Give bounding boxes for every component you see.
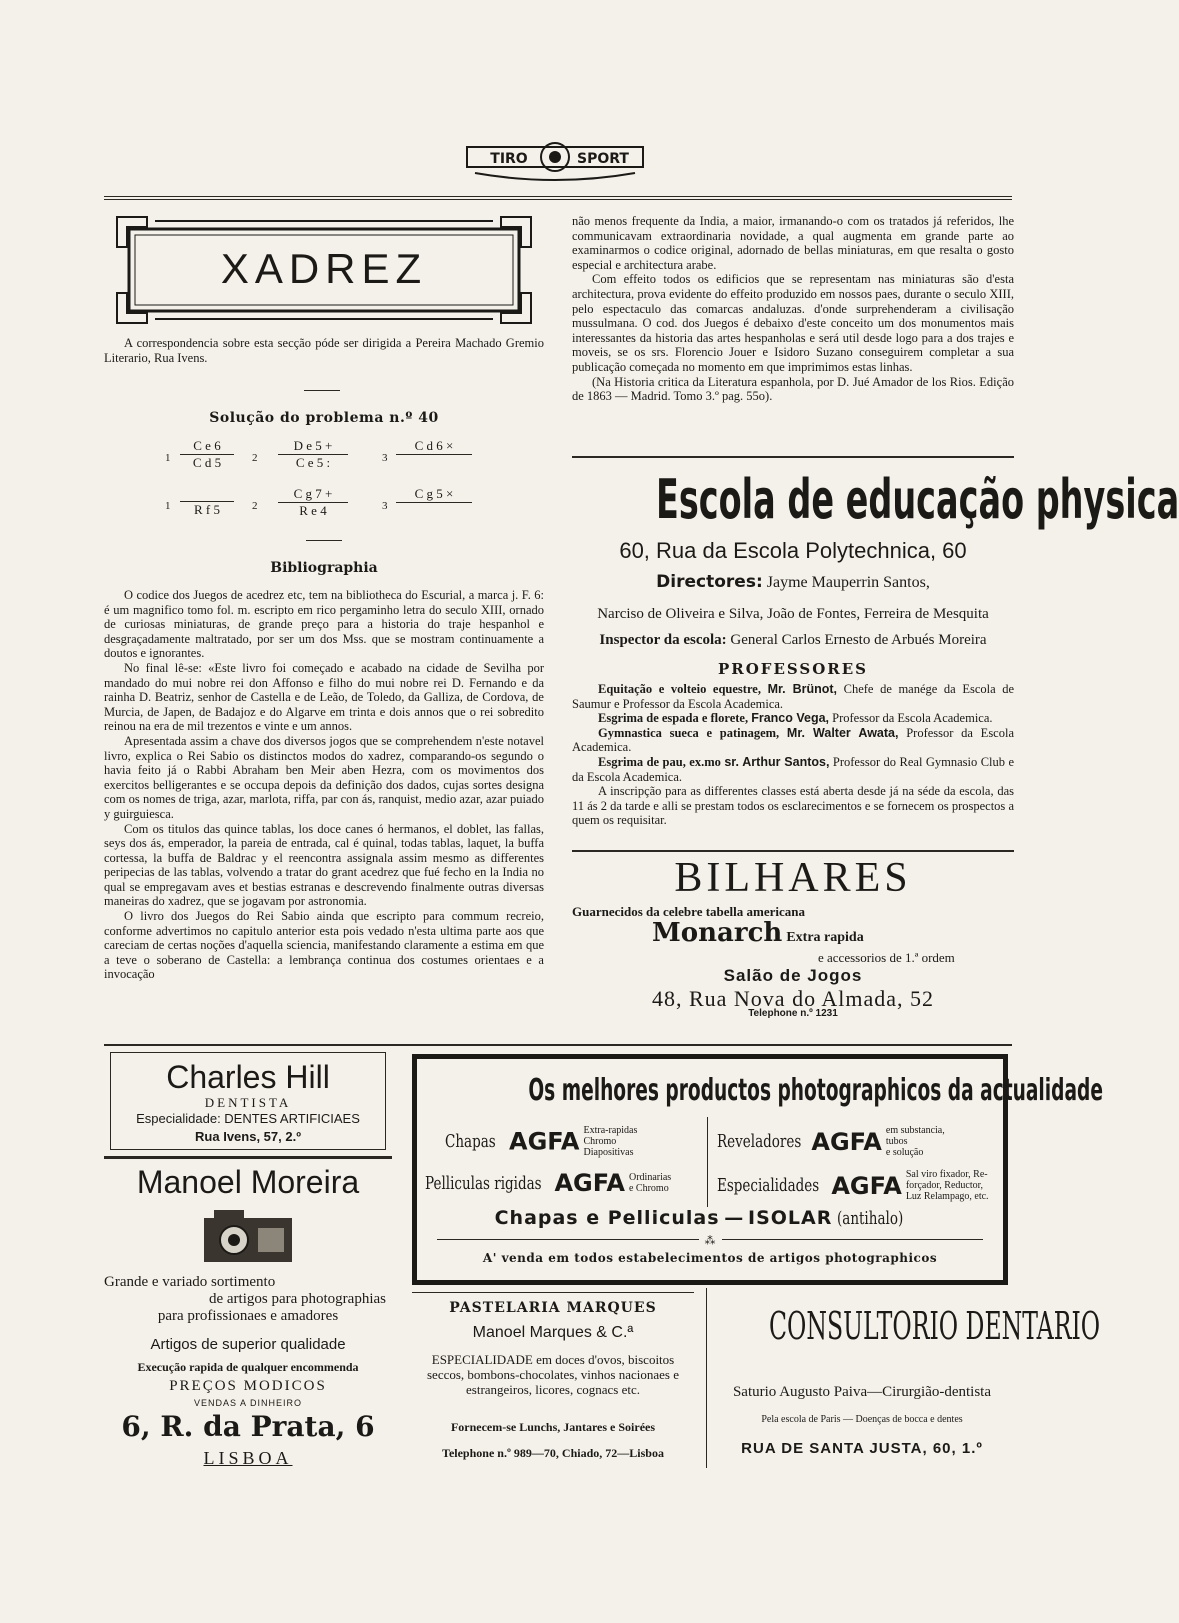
- move-top: C e 6: [180, 438, 234, 455]
- professor-desc: Professor do Real Gymnasio Club e da Escola Academica.: [572, 754, 1015, 784]
- agfa-ad: [412, 1054, 1103, 1285]
- paragraph: não menos frequente da India, a maior, irmanando-o com os tratados já referidos, lhe communicavam extraordinaria novidade, a qual augmenta em grande parte ao examinarmos o codice original, adornado de bellas miniaturas, em que resalta o gosto especial e architectura arabe.: [572, 214, 1014, 272]
- paragraph: O codice dos Juegos de acedrez etc, tem na bibliotheca do Escurial, a marca j. F. 6: é um magnifico tomo fol. m. escripto em rico pergaminho letra do seculo XIII, ornado de curiosas miniaturas, de grande preço para a historia do traje hespanhol e desgraçadamente maltratado, por ser um dos Mss. que se mostram continuamente a doutos e ignorantes.: [104, 588, 544, 661]
- manoel-line3: para profissionaes e amadores: [157, 1308, 339, 1324]
- agfa-item: [717, 1169, 989, 1202]
- bilhares-line1: Guarnecidos da celebre tabella americana: [572, 904, 806, 919]
- move: [180, 438, 234, 471]
- agfa-title: Os melhores productos photographicos da actualidade: [528, 1073, 1103, 1108]
- divider: [412, 1292, 694, 1293]
- bilhares-address: 48, Rua Nova do Almada, 52: [651, 986, 935, 1011]
- solution-title: Solução do problema n.º 40: [209, 410, 439, 426]
- move-bottom: C e 5 :: [295, 455, 331, 470]
- masthead-right-text: SPORT: [577, 151, 629, 167]
- move: [278, 486, 348, 519]
- agfa-item-label: Reveladores: [717, 1131, 802, 1152]
- xadrez-title: XADREZ: [220, 245, 428, 292]
- escola-note: A inscripção para as differentes classes está aberta desde já na séde da escola, das 11 ás 2 da tarde e alli se prestam todos os esclarecimentos e se fornecem os prospectos a quem os requisitar.: [572, 784, 1014, 828]
- detail-line: Sal viro fixador, Re-: [905, 1169, 988, 1180]
- bilhares-salao: Salão de Jogos: [723, 966, 863, 985]
- bilhares-brand-line: [652, 918, 1014, 948]
- divider: [572, 456, 1014, 458]
- divider: [104, 1156, 392, 1159]
- chess-continuation: [572, 214, 1014, 404]
- column-divider: [707, 1117, 708, 1207]
- paragraph: O livro dos Juegos do Rei Sabio ainda que escripto para commum recreio, conforme advertimos no capitulo anterior esta pois vedado n'esta ultima parte aos que careciam de certas noções d'aquella sciencia, manifestando claramente a estima em que a teve o soberano de Castella: a lembrança continua dos costumes orientaes e a invocação: [104, 909, 544, 982]
- detail-line: e Chromo: [628, 1183, 669, 1194]
- detail-line: Luz Relampago, etc.: [905, 1191, 989, 1202]
- professores-list: [572, 682, 1014, 828]
- pastelaria-owner: Manoel Marques & C.ª: [472, 1324, 634, 1341]
- charles-hill-ad: [110, 1052, 386, 1150]
- directores-label: Directores:: [656, 572, 763, 592]
- escola-inspector: [572, 632, 1014, 649]
- agfa-item: [445, 1125, 637, 1158]
- manoel-city: LISBOA: [203, 1448, 293, 1468]
- move-number: 1: [165, 452, 171, 464]
- agfa-item-label: Chapas: [445, 1131, 496, 1152]
- consultorio-title-box: [712, 1290, 1101, 1362]
- pastelaria-address: Telephone n.º 989—70, Chiado, 72—Lisboa: [442, 1446, 664, 1460]
- chess-solution: [150, 438, 530, 518]
- detail-line: Chromo: [583, 1136, 617, 1147]
- detail-line: Diapositivas: [583, 1147, 634, 1158]
- professor-subject: Gymnastica sueca e patinagem,: [598, 725, 780, 740]
- move: [278, 438, 348, 471]
- ornament-icon: ⁂: [417, 1234, 1003, 1247]
- agfa-brand: AGFA: [509, 1127, 580, 1156]
- agfa-isolar-line: Chapas e Pelliculas — ISOLAR (antihalo): [494, 1207, 904, 1229]
- agfa-item-detail: [906, 1169, 989, 1202]
- manoel-vendas: VENDAS A DINHEIRO: [193, 1398, 303, 1408]
- move-bottom: R f 5: [194, 502, 220, 517]
- professores-title: PROFESSORES: [717, 660, 869, 678]
- professor-name: Mr. Walter Awata,: [786, 725, 899, 740]
- agfa-brand: AGFA: [811, 1127, 882, 1156]
- move-number: 1: [165, 500, 171, 512]
- bilhares-phone: Telephone n.º 1231: [748, 1008, 838, 1019]
- manoel-name: Manoel Moreira: [136, 1164, 360, 1200]
- professor-desc: Professor da Escola Academica.: [572, 725, 1014, 755]
- pastelaria-speciality: ESPECIALIDADE em doces d'ovos, biscoitos seccos, bombons-chocolates, vinhos nacionaes e estrangeiros, licores, cognacs etc.: [427, 1352, 679, 1397]
- inspector-name: General Carlos Ernesto de Arbués Moreira: [730, 632, 987, 648]
- inspector-label: Inspector da escola:: [599, 632, 727, 648]
- move-top: C g 7 +: [278, 486, 348, 503]
- top-rule: [104, 196, 1012, 197]
- divider: [572, 850, 1014, 852]
- agfa-brand: AGFA: [831, 1171, 902, 1200]
- escola-address: 60, Rua da Escola Polytechnica, 60: [619, 538, 967, 563]
- bilhares-line2: e accessorios de 1.ª ordem: [818, 950, 955, 965]
- detail-line: Extra-rapidas: [583, 1125, 638, 1136]
- charles-address: Rua Ivens, 57, 2.º: [195, 1129, 301, 1144]
- column-divider: [706, 1288, 707, 1468]
- pastelaria-services: Fornecem-se Lunchs, Jantares e Soirées: [450, 1420, 656, 1434]
- agfa-item: [425, 1169, 671, 1197]
- pastelaria-title: PASTELARIA MARQUES: [449, 1300, 657, 1316]
- move-top: D e 5 +: [278, 438, 348, 455]
- move-top: C g 5 ×: [396, 486, 472, 503]
- directores-names: Jayme Mauperrin Santos,: [766, 574, 930, 591]
- separator: [306, 540, 342, 541]
- move-top: C d 6 ×: [396, 438, 472, 455]
- professor-entry: [572, 726, 1014, 755]
- paragraph: (Na Historia critica da Literatura espanhola, por D. Jué Amador de los Rios. Edição de 1863 — Madrid. Tomo 3.º pag. 55o).: [572, 374, 1014, 404]
- isolar-brand: ISOLAR: [748, 1207, 833, 1229]
- bilhares-title: BILHARES: [674, 855, 912, 901]
- detail-line: em substancia,: [885, 1125, 945, 1136]
- professor-subject: Esgrima de espada e florete,: [598, 711, 749, 726]
- move-number: 3: [382, 500, 388, 512]
- professor-desc: Professor da Escola Academica.: [832, 711, 993, 726]
- paragraph: Com os titulos das quince tablas, los doce canes ó hermanos, el doblet, las fallas, seys dos ás, emperador, la pareia de entrada, cal é quinal, todas tablas, laquet, la buffa cortessa, la buffa de Baldrac y el reencontra assignala assim mesmo as differentes peripecias de las tablas, volvendo a tratar do grant acedrez que fué fecho en la India no qual se empregavam aves et bestias estranas e descrevendo finalmente outras diversas maneiras do xadrez, que se jogavam por astronomia.: [104, 821, 544, 909]
- agfa-brand: AGFA: [554, 1169, 625, 1197]
- consultorio-doctor: Saturio Augusto Paiva—Cirurgião-dentista: [732, 1384, 992, 1400]
- manoel-text: [104, 1274, 392, 1325]
- manoel-address: 6, R. da Prata, 6: [121, 1410, 375, 1443]
- professor-name: Mr. Brünot,: [767, 682, 838, 696]
- bibliography-body: [104, 588, 544, 982]
- consultorio-title: CONSULTORIO DENTARIO: [769, 1304, 1101, 1348]
- bottom-divider: [104, 1044, 1012, 1046]
- detail-line: Ordinarias: [628, 1172, 672, 1183]
- charles-profession: DENTISTA: [204, 1095, 292, 1110]
- move-top: [180, 486, 234, 502]
- masthead-left-text: TIRO: [490, 151, 528, 167]
- bilhares-brand: Monarch: [652, 918, 783, 948]
- detail-line: tubos: [885, 1136, 908, 1147]
- professor-name: sr. Arthur Santos,: [724, 754, 830, 769]
- agfa-title-box: [417, 1073, 1103, 1109]
- agfa-item-detail: [886, 1125, 945, 1158]
- professor-entry: [572, 755, 1014, 784]
- paragraph: No final lê-se: «Este livro foi começado e acabado na cidade de Sevilha por mandado do mui nobre rei don Affonso e filho do mui nobre rei D. Fernando e da rainha D. Beatriz, senhor de Castella e de Leão, de Toledo, da Galliza, de Cordova, de Murcia, de Japen, de Badajoz e do Algarve em trinta e dois annos que o rei sobredito reinou na era de mil trezentos e vinte e um annos.: [104, 660, 544, 734]
- professor-desc: Chefe de manége da Escola de Saumur e Professor da Escola Academica.: [572, 682, 1015, 711]
- detail-line: e solução: [885, 1147, 924, 1158]
- bibliography-title: Bibliographia: [270, 560, 378, 576]
- top-rule-2: [104, 199, 1012, 200]
- separator: [304, 390, 340, 391]
- chess-intro: A correspondencia sobre esta secção póde ser dirigida a Pereira Machado Gremio Literario, Rua Ivens.: [104, 336, 544, 365]
- professor-subject: Esgrima de pau, ex.mo: [598, 754, 721, 769]
- move: [396, 438, 472, 455]
- move-bottom: R e 4: [299, 503, 327, 518]
- paragraph: Apresentada assim a chave dos diversos jogos que se comprehendem n'este notavel livro, explica o Rei Sabio os distinctos modos do xadrez, comparando-os segundo o havia feito já o Rabbi Abraham ben Meir aben Hezra, com os movimentos dos exercitos belligerantes e se occupa depois da definição dos dados, cujas sortes designa com os nomes de triga, azar, marlota, riffa, par con ás, ranquist, medio azar, azar puiado y guirguiesca.: [104, 733, 544, 821]
- move: [396, 486, 472, 503]
- agfa-item-detail: [629, 1172, 671, 1194]
- agfa-footer: A' venda em todos estabelecimentos de artigos photographicos: [482, 1251, 938, 1265]
- professor-entry: [572, 682, 1014, 711]
- professor-subject: Equitação e volteio equestre,: [598, 682, 761, 696]
- paragraph: Com effeito todos os edificios que se representam nas miniaturas são d'esta architectura, prova evidente do effeito produzido em nossos paes, durante o seculo XIII, pelo espectaculo das comarcas andaluzas. d'onde surprehenderam a civilisação mussulmana. O cod. dos Juegos é debaixo d'este conceito um dos monumentos mais interessantes da historia das artes hespanholas e será util desde logo para a dos trajes e moveis, se os srs. Florencio Jouer e Isidoro Suzano conseguirem completar a sua publicação começada no momento em que imprimimos estas linhas.: [572, 272, 1014, 374]
- agfa-item: [717, 1125, 945, 1158]
- consultorio-school: Pela escola de Paris — Doenças de bocca e dentes: [761, 1414, 963, 1425]
- consultorio-address: RUA DE SANTA JUSTA, 60, 1.º: [741, 1440, 983, 1457]
- isolar-note: (antihalo): [837, 1208, 904, 1229]
- manoel-line5: Execução rapida de qualquer encommenda: [137, 1360, 359, 1374]
- manoel-line4: Artigos de superior qualidade: [150, 1336, 346, 1353]
- agfa-item-label: Pelliculas rigidas: [425, 1172, 542, 1194]
- escola-title-box: [572, 466, 1179, 534]
- manoel-line2: de artigos para photographias: [208, 1291, 386, 1307]
- move-bottom: C d 5: [192, 455, 222, 470]
- masthead-logo: [465, 135, 645, 185]
- move-number: 3: [382, 452, 388, 464]
- camera-icon: [200, 1206, 296, 1266]
- manoel-line1: Grande e variado sortimento: [104, 1274, 276, 1290]
- escola-title: Escola de educação physica: [655, 468, 1179, 531]
- bilhares-brand-suffix: Extra rapida: [786, 930, 864, 945]
- move: [180, 486, 234, 518]
- move-number: 2: [252, 500, 258, 512]
- agfa-item-detail: [584, 1125, 638, 1158]
- professor-name: Franco Vega,: [751, 711, 830, 726]
- detail-line: forçador, Reductor,: [905, 1180, 984, 1191]
- charles-name: Charles Hill: [166, 1059, 330, 1095]
- agfa-item-label: Especialidades: [717, 1175, 820, 1196]
- escola-directores-2: Narciso de Oliveira e Silva, João de Fontes, Ferreira de Mesquita: [597, 606, 989, 622]
- manoel-precos: PREÇOS MODICOS: [169, 1378, 327, 1394]
- escola-directores: [572, 572, 1014, 592]
- isolar-left: Chapas e Pelliculas: [494, 1207, 720, 1229]
- charles-speciality: Especialidade: DENTES ARTIFICIAES: [136, 1111, 360, 1126]
- professor-entry: [572, 711, 1014, 726]
- move-number: 2: [252, 452, 258, 464]
